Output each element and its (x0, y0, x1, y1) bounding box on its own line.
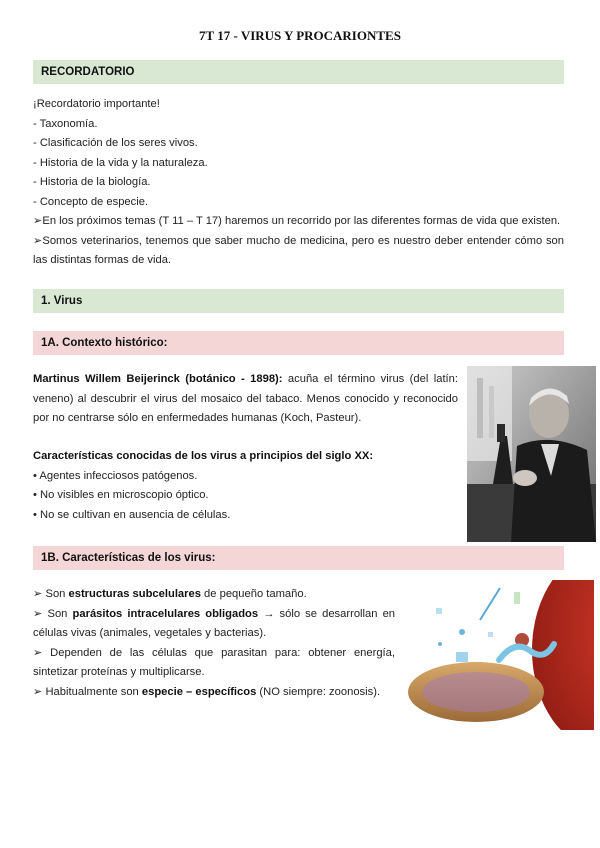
recordatorio-line: - Historia de la vida y la naturaleza. (33, 156, 208, 169)
beijerinck-text: acuña el término virus (del latín: veneno) al descubrir el virus del mosaico del tabaco. Menos conocido y reconocido por no centrarse sólo en enfermedades humanas (Koch, Pasteur). (33, 373, 458, 424)
section-heading-virus: 1. Virus (33, 289, 564, 313)
contexto-bullet: • No se cultivan en ausencia de células. (33, 508, 231, 521)
beijerinck-photo (467, 366, 596, 542)
contexto-bullet: • No visibles en microscopio óptico. (33, 489, 209, 501)
recordatorio-line: ➢Somos veterinarios, tenemos que saber mucho de medicina, pero es nuestro deber entender cómo son las distintas formas de vida. (33, 234, 564, 266)
caracteristicas-list (33, 585, 395, 702)
recordatorio-line: - Taxonomía. (33, 117, 98, 130)
recordatorio-line: ¡Recordatorio importante! (33, 98, 160, 110)
caracteristica-item: ➢ Dependen de las células que parasitan para: obtener energía, sintetizar proteínas y multiplicarse. (33, 646, 395, 678)
recordatorio-line: - Concepto de especie. (33, 195, 149, 208)
section-heading-caracteristicas: 1B. Características de los virus: (33, 546, 564, 570)
contexto-bullet: • Agentes infecciosos patógenos. (33, 469, 198, 482)
section-heading-recordatorio: RECORDATORIO (33, 60, 564, 84)
recordatorio-list (33, 95, 564, 271)
beijerinck-name: Martinus Willem Beijerinck (botánico - 1898): (33, 373, 283, 385)
contexto-characteristics (33, 447, 458, 525)
page-title: 7T 17 - VIRUS Y PROCARIONTES (199, 28, 401, 43)
caracteristica-item: ➢ Habitualmente son especie – específicos (NO siempre: zoonosis). (33, 685, 381, 698)
contexto-paragraph (33, 370, 458, 429)
beijerinck-photo-graphic (467, 366, 596, 542)
virus-size-graphic (404, 580, 594, 730)
caracteristica-item: ➢ Son parásitos intracelulares obligados → sólo se desarrollan en células vivas (animales, vegetales y bacterias). (33, 607, 396, 639)
recordatorio-line: ➢En los próximos temas (T 11 – T 17) haremos un recorrido por las diferentes formas de vida que existen. (33, 215, 561, 227)
recordatorio-line: - Clasificación de los seres vivos. (33, 137, 198, 149)
caracteristica-item: ➢ Son estructuras subcelulares de pequeño tamaño. (33, 588, 307, 600)
recordatorio-line: - Historia de la biología. (33, 176, 151, 188)
contexto-subheading: Características conocidas de los virus a principios del siglo XX: (33, 450, 374, 462)
virus-size-illustration (404, 580, 594, 730)
section-heading-contexto: 1A. Contexto histórico: (33, 331, 564, 355)
